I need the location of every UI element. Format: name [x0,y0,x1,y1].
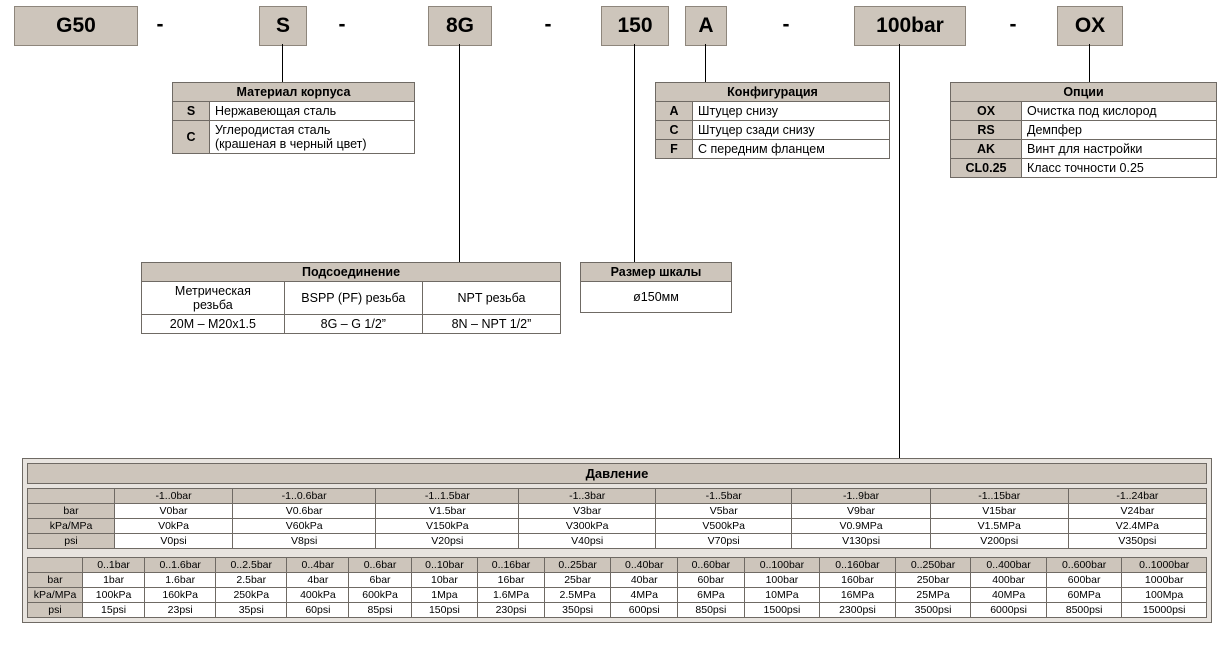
pressure-code: 6bar [349,573,411,588]
pressure-code: V0.9MPa [792,519,930,534]
connector-pressure [899,44,900,458]
pressure-code: V24bar [1068,504,1206,519]
pressure-code: V200psi [930,534,1068,549]
pressure-code: V1.5MPa [930,519,1068,534]
pressure-code: 3500psi [895,603,971,618]
pressure-code: 6MPa [678,588,745,603]
pressure-code: 23psi [145,603,216,618]
code-segment-label: OX [1074,14,1106,37]
table-header-row [951,83,1217,102]
code-segment-label: 8G [445,14,474,37]
pressure-code: 250bar [895,573,971,588]
pressure-code: 1Mpa [411,588,478,603]
table-row[interactable] [173,102,415,121]
pressure-code: 850psi [678,603,745,618]
separator-label: - [544,13,552,36]
pressure-range-header: -1..1.5bar [376,489,519,504]
table-row[interactable] [28,588,1207,603]
pressure-code: 8500psi [1046,603,1122,618]
pressure-range-header: 0..1.6bar [145,558,216,573]
pressure-code: 6000psi [971,603,1047,618]
connection-value-metric: 20M – M20x1.5 [142,315,285,334]
table-header-row [28,489,1207,504]
connection-header-metric [142,282,285,315]
code-separator-5 [1001,6,1025,44]
body-material-value: Нержавеющая сталь [210,102,415,121]
pressure-code: 230psi [478,603,545,618]
pressure-unit-label: kPa/MPa [28,588,83,603]
options-value: Очистка под кислород [1022,102,1217,121]
pressure-code: 15000psi [1122,603,1207,618]
code-separator-4 [774,6,798,44]
table-header-row [142,263,561,282]
pressure-code: 400bar [971,573,1047,588]
code-segment-model[interactable] [14,6,138,46]
pressure-code: V500kPa [655,519,792,534]
pressure-code: V3bar [519,504,656,519]
pressure-code: 2.5MPa [544,588,611,603]
pressure-code: V40psi [519,534,656,549]
pressure-code: 160kPa [145,588,216,603]
connection-header-metric-line1: Метрическая [174,284,251,298]
configuration-table [655,82,890,159]
pressure-code: 4bar [287,573,349,588]
table-header-row [28,558,1207,573]
options-key: AK [951,140,1022,159]
table-row[interactable] [28,504,1207,519]
table-row[interactable] [951,140,1217,159]
pressure-code: 1500psi [744,603,820,618]
configuration-key: A [656,102,693,121]
pressure-range-header: -1..5bar [655,489,792,504]
pressure-code: 100bar [744,573,820,588]
connection-title: Подсоединение [142,263,561,282]
pressure-code: 2300psi [820,603,896,618]
dial-size-value: ø150мм [581,282,732,313]
connection-value-bspp: 8G – G 1/2” [284,315,422,334]
options-value: Винт для настройки [1022,140,1217,159]
options-key: OX [951,102,1022,121]
pressure-range-header: 0..600bar [1046,558,1122,573]
options-value: Демпфер [1022,121,1217,140]
code-segment-dial-size[interactable] [601,6,669,46]
table-row[interactable] [656,140,890,159]
pressure-code: 600psi [611,603,678,618]
pressure-code: V9bar [792,504,930,519]
pressure-code: V70psi [655,534,792,549]
pressure-code: 400kPa [287,588,349,603]
pressure-code: V0bar [115,504,233,519]
code-segment-options[interactable] [1057,6,1123,46]
pressure-range-header: -1..24bar [1068,489,1206,504]
pressure-range-header: 0..40bar [611,558,678,573]
pressure-code: V1.5bar [376,504,519,519]
code-separator-3 [536,6,560,44]
connection-header-bspp: BSPP (PF) резьба [284,282,422,315]
dial-size-table [580,262,732,313]
pressure-code: V0.6bar [233,504,376,519]
pressure-code: 250kPa [216,588,287,603]
pressure-code: 100Mpa [1122,588,1207,603]
pressure-unit-label: psi [28,603,83,618]
table-row[interactable] [656,102,890,121]
pressure-block [22,458,1212,623]
body-material-title: Материал корпуса [173,83,415,102]
pressure-code: 60bar [678,573,745,588]
pressure-code: 85psi [349,603,411,618]
pressure-code: 25MPa [895,588,971,603]
pressure-code: V60kPa [233,519,376,534]
separator-label: - [1009,13,1017,36]
body-material-value [210,121,415,154]
table-header-row [173,83,415,102]
pressure-range-header: -1..15bar [930,489,1068,504]
pressure-table-positive [27,557,1207,618]
pressure-range-header: 0..250bar [895,558,971,573]
configuration-value: Штуцер снизу [693,102,890,121]
table-row[interactable] [28,573,1207,588]
table-header-row [656,83,890,102]
pressure-code: V15bar [930,504,1068,519]
pressure-code: 10MPa [744,588,820,603]
options-table [950,82,1217,178]
pressure-range-header: -1..9bar [792,489,930,504]
pressure-range-header: 0..4bar [287,558,349,573]
options-key: RS [951,121,1022,140]
pressure-table-vacuum [27,488,1207,549]
pressure-code: V5bar [655,504,792,519]
connector-options [1089,44,1090,82]
pressure-code: 100kPa [83,588,145,603]
pressure-range-header: 0..160bar [820,558,896,573]
pressure-unit-label: kPa/MPa [28,519,115,534]
pressure-range-header: 0..6bar [349,558,411,573]
options-key: CL0.25 [951,159,1022,178]
pressure-unit-label: bar [28,573,83,588]
pressure-range-header: -1..0bar [115,489,233,504]
pressure-corner-cell [28,558,83,573]
pressure-range-header: 0..10bar [411,558,478,573]
code-segment-label: 150 [617,14,653,37]
body-material-value-line1: Углеродистая сталь [215,123,331,137]
pressure-range-header: -1..0.6bar [233,489,376,504]
table-row[interactable] [28,603,1207,618]
pressure-code: 1.6MPa [478,588,545,603]
pressure-code: 15psi [83,603,145,618]
pressure-code: V0kPa [115,519,233,534]
code-separator-1 [148,6,172,44]
options-value: Класс точности 0.25 [1022,159,1217,178]
table-row[interactable] [951,121,1217,140]
pressure-code: 160bar [820,573,896,588]
table-row[interactable] [656,121,890,140]
code-segment-label: G50 [56,14,96,37]
pressure-range-header: 0..1000bar [1122,558,1207,573]
connector-configuration [705,44,706,82]
pressure-code: V0psi [115,534,233,549]
pressure-unit-label: psi [28,534,115,549]
code-segment-pressure[interactable] [854,6,966,46]
pressure-range-header: 0..400bar [971,558,1047,573]
connection-table [141,262,561,334]
pressure-title: Давление [27,463,1207,484]
table-subheader-row [142,282,561,315]
pressure-code: 16bar [478,573,545,588]
separator-label: - [338,13,346,36]
pressure-code: 60psi [287,603,349,618]
table-row[interactable] [142,315,561,334]
table-header-row [581,263,732,282]
pressure-code: 35psi [216,603,287,618]
pressure-code: 16MPa [820,588,896,603]
separator-label: - [782,13,790,36]
pressure-range-header: 0..2.5bar [216,558,287,573]
pressure-range-header: 0..100bar [744,558,820,573]
code-segment-label: A [698,14,714,37]
configuration-key: F [656,140,693,159]
body-material-value-line2: (крашеная в черный цвет) [215,137,367,151]
connection-value-npt: 8N – NPT 1/2” [422,315,560,334]
configuration-key: C [656,121,693,140]
pressure-code: 10bar [411,573,478,588]
pressure-code: 25bar [544,573,611,588]
code-segment-connection[interactable] [428,6,492,46]
pressure-unit-label: bar [28,504,115,519]
table-row[interactable] [28,519,1207,534]
connector-connection [459,44,460,262]
connector-material [282,44,283,82]
configuration-value: Штуцер сзади снизу [693,121,890,140]
body-material-key: S [173,102,210,121]
pressure-code: 60MPa [1046,588,1122,603]
pressure-range-header: -1..3bar [519,489,656,504]
configuration-value: С передним фланцем [693,140,890,159]
pressure-code: 600kPa [349,588,411,603]
pressure-range-header: 0..16bar [478,558,545,573]
code-segment-material[interactable] [259,6,307,46]
pressure-code: V8psi [233,534,376,549]
pressure-code: 1bar [83,573,145,588]
pressure-code: V2.4MPa [1068,519,1206,534]
pressure-range-header: 0..1bar [83,558,145,573]
pressure-code: V350psi [1068,534,1206,549]
pressure-range-header: 0..60bar [678,558,745,573]
pressure-code: 4MPa [611,588,678,603]
pressure-code: 1000bar [1122,573,1207,588]
pressure-code: 350psi [544,603,611,618]
pressure-code: V130psi [792,534,930,549]
pressure-code: 40bar [611,573,678,588]
connector-dial-size [634,44,635,262]
code-segment-label: 100bar [876,14,944,37]
pressure-code: 600bar [1046,573,1122,588]
pressure-range-header: 0..25bar [544,558,611,573]
pressure-code: V150kPa [376,519,519,534]
pressure-code: 1.6bar [145,573,216,588]
pressure-code: 2.5bar [216,573,287,588]
pressure-code: V20psi [376,534,519,549]
configuration-title: Конфигурация [656,83,890,102]
table-row[interactable] [951,159,1217,178]
body-material-key: C [173,121,210,154]
options-title: Опции [951,83,1217,102]
separator-label: - [156,13,164,36]
table-row[interactable] [173,121,415,154]
code-segment-label: S [275,14,290,37]
connection-header-npt: NPT резьба [422,282,560,315]
dial-size-title: Размер шкалы [581,263,732,282]
pressure-code: V300kPa [519,519,656,534]
table-row[interactable] [28,534,1207,549]
pressure-code: 40MPa [971,588,1047,603]
pressure-corner-cell [28,489,115,504]
code-segment-configuration[interactable] [685,6,727,46]
pressure-code: 150psi [411,603,478,618]
code-separator-2 [330,6,354,44]
table-row[interactable] [581,282,732,313]
table-row[interactable] [951,102,1217,121]
body-material-table [172,82,415,154]
connection-header-metric-line2: резьба [193,298,233,312]
